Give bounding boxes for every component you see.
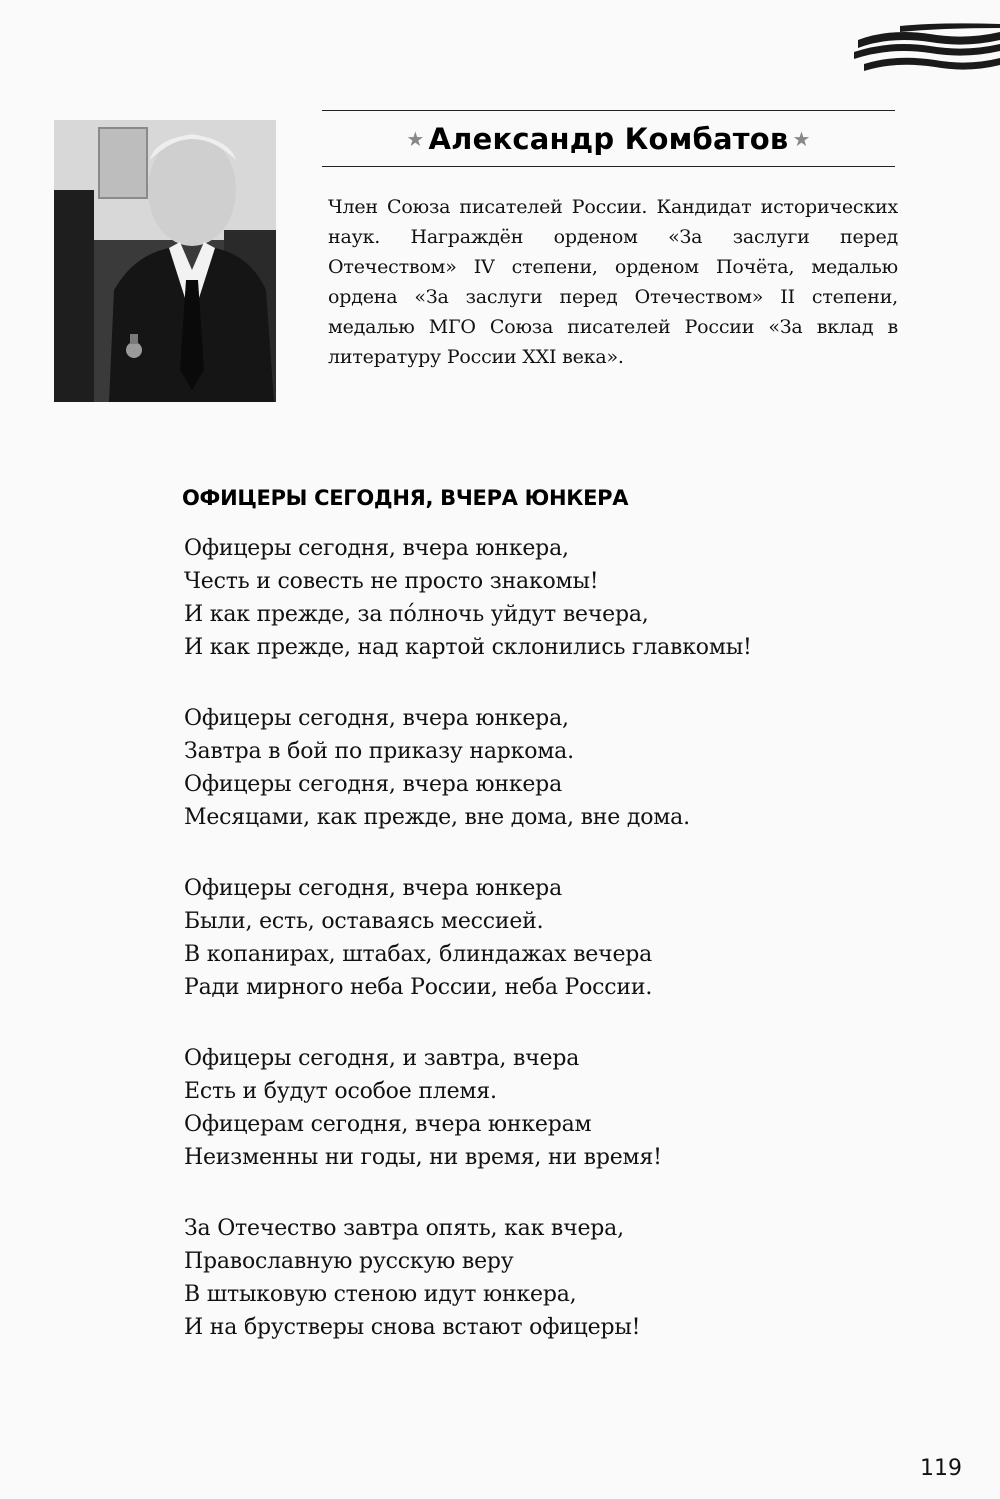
poem-line: В штыковую стеною идут юнкера, — [184, 1282, 577, 1307]
author-photo — [54, 120, 276, 402]
header-top-rule — [322, 110, 895, 111]
header-bottom-rule — [322, 166, 895, 167]
poem-line: Есть и будут особое племя. — [184, 1079, 497, 1104]
stanza-3 — [184, 872, 944, 1004]
star-left-icon: ★ — [406, 127, 425, 151]
poem-title: ОФИЦЕРЫ СЕГОДНЯ, ВЧЕРА ЮНКЕРА — [182, 486, 629, 510]
poem-line: За Отечество завтра опять, как вчера, — [184, 1216, 624, 1241]
poem-line: Офицеры сегодня, вчера юнкера, — [184, 706, 569, 731]
poem-line: И как прежде, за по́лночь уйдут вечера, — [184, 602, 649, 627]
poem-line: В копанирах, штабах, блиндажах вечера — [184, 942, 653, 967]
poem-line: И на брустверы снова встают офицеры! — [184, 1315, 641, 1340]
poem-line: Офицеры сегодня, вчера юнкера — [184, 876, 562, 901]
poem-line: И как прежде, над картой склонились главкомы! — [184, 635, 752, 660]
author-portrait-icon — [54, 120, 276, 402]
poem-line: Офицеры сегодня, вчера юнкера — [184, 772, 562, 797]
poem-line: Офицеры сегодня, и завтра, вчера — [184, 1046, 580, 1071]
author-bio: Член Союза писателей России. Кандидат исторических наук. Награждён орденом «За заслуги перед Отечеством» IV степени, орденом Почёта, медалью ордена «За заслуги перед Отечеством» II степени, медалью МГО Союза писателей России «За вклад в литературу России XXI века». — [328, 196, 898, 368]
author-name-heading — [322, 112, 895, 166]
poem-line: Месяцами, как прежде, вне дома, вне дома. — [184, 805, 690, 830]
poem-line: Офицеры сегодня, вчера юнкера, — [184, 536, 569, 561]
poem-line: Офицерам сегодня, вчера юнкерам — [184, 1112, 592, 1137]
poem-line: Православную русскую веру — [184, 1249, 514, 1274]
stanza-5 — [184, 1212, 944, 1344]
poem-body — [184, 532, 944, 1382]
page-number: 119 — [920, 1456, 962, 1481]
author-name: Александр Комбатов — [428, 122, 789, 156]
stanza-4 — [184, 1042, 944, 1174]
star-right-icon: ★ — [792, 127, 811, 151]
ribbon-decoration-icon — [850, 18, 1000, 78]
stanza-1 — [184, 532, 944, 664]
poem-line: Ради мирного неба России, неба России. — [184, 975, 653, 1000]
poem-line: Завтра в бой по приказу наркома. — [184, 739, 574, 764]
poem-line: Неизменны ни годы, ни время, ни время! — [184, 1145, 662, 1170]
poem-line: Были, есть, оставаясь мессией. — [184, 909, 544, 934]
poem-line: Честь и совесть не просто знакомы! — [184, 569, 599, 594]
stanza-2 — [184, 702, 944, 834]
